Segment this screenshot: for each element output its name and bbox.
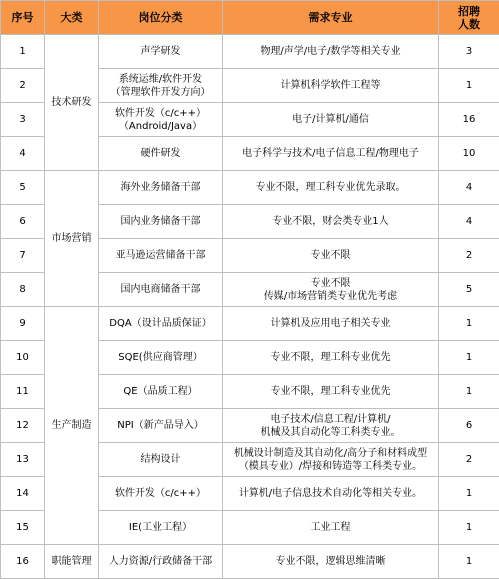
row-position [99,171,223,205]
position-line: 海外业务储备干部 [100,181,221,194]
row-seq: 1 [1,35,45,69]
row-position [99,137,223,171]
major-line: 专业不限，理工科专业优先 [224,385,437,398]
header-seq: 序号 [1,1,45,35]
row-position [99,239,223,273]
row-seq: 8 [1,273,45,307]
major-line: 电子技术/信息工程/计算机/ [224,413,437,426]
row-major [223,409,439,443]
row-seq: 9 [1,307,45,341]
position-line: 声学研发 [100,45,221,58]
row-count: 1 [439,477,499,511]
position-line: 结构设计 [100,453,221,466]
major-line: 计算机/电子信息技术自动化等相关专业。 [224,487,437,500]
category-production: 生产制造 [45,307,99,545]
table-row [1,307,499,341]
category-admin: 职能管理 [45,545,99,579]
row-major [223,375,439,409]
row-count: 10 [439,137,499,171]
table-body [1,35,499,579]
row-seq: 7 [1,239,45,273]
row-major [223,477,439,511]
row-seq: 2 [1,69,45,103]
position-line: 系统运维/软件开发 [100,73,221,86]
row-seq: 13 [1,443,45,477]
row-count: 2 [439,443,499,477]
major-line: 专业不限 [224,249,437,262]
row-position [99,273,223,307]
row-position [99,375,223,409]
row-position [99,477,223,511]
row-seq: 15 [1,511,45,545]
row-seq: 16 [1,545,45,579]
position-line: NPI（新产品导入） [100,419,221,432]
row-seq: 11 [1,375,45,409]
row-major [223,307,439,341]
major-line: 物理/声学/电子/数学等相关专业 [224,45,437,58]
category-marketing: 市场营销 [45,171,99,307]
row-major [223,137,439,171]
major-line: 机械及其自动化等工科类专业。 [224,426,437,439]
row-count: 3 [439,35,499,69]
major-line: 电子/计算机/通信 [224,113,437,126]
row-position [99,443,223,477]
position-line: 国内业务储备干部 [100,215,221,228]
row-count: 5 [439,273,499,307]
major-line: 机械设计制造及其自动化/高分子和材料成型 [224,447,437,460]
row-position [99,341,223,375]
row-seq: 10 [1,341,45,375]
row-position [99,103,223,137]
major-line: 专业不限 [224,277,437,290]
position-line: 硬件研发 [100,147,221,160]
row-count: 1 [439,375,499,409]
major-line: 工业工程 [224,521,437,534]
table-row [1,35,499,69]
row-count: 1 [439,341,499,375]
row-count: 16 [439,103,499,137]
major-line: 计算机及应用电子相关专业 [224,317,437,330]
position-line: 软件开发（c/c++） [100,107,221,120]
row-major [223,69,439,103]
row-major [223,273,439,307]
row-position [99,511,223,545]
row-seq: 5 [1,171,45,205]
category-tech: 技术研发 [45,35,99,171]
position-line: SQE(供应商管理） [100,351,221,364]
row-count: 1 [439,545,499,579]
row-major [223,103,439,137]
header-count [439,1,499,35]
major-line: 计算机科学软件工程等 [224,79,437,92]
row-count: 1 [439,307,499,341]
position-line: （管理软件开发方向） [100,86,221,99]
row-count: 1 [439,69,499,103]
position-line: 亚马逊运营储备干部 [100,249,221,262]
row-seq: 12 [1,409,45,443]
row-seq: 4 [1,137,45,171]
row-major [223,511,439,545]
major-line: 专业不限，逻辑思维清晰 [224,555,437,568]
row-major [223,341,439,375]
position-line: 软件开发（c/c++） [100,487,221,500]
row-seq: 6 [1,205,45,239]
row-major [223,239,439,273]
row-position [99,409,223,443]
major-line: 专业不限，理工科专业优先 [224,351,437,364]
header-count-line1: 招聘 [440,5,498,18]
row-count: 4 [439,171,499,205]
row-count: 6 [439,409,499,443]
major-line: 电子科学与技术/电子信息工程/物理电子 [224,147,437,160]
header-row [1,1,499,35]
major-line: 专业不限，理工科专业优先录取。 [224,181,437,194]
row-position [99,545,223,579]
position-line: DQA（设计品质保证） [100,317,221,330]
row-seq: 14 [1,477,45,511]
header-position: 岗位分类 [99,1,223,35]
row-seq: 3 [1,103,45,137]
table-row [1,171,499,205]
position-line: 人力资源/行政储备干部 [100,555,221,568]
row-major [223,545,439,579]
position-line: 国内电商储备干部 [100,283,221,296]
row-position [99,69,223,103]
row-major [223,35,439,69]
row-position [99,307,223,341]
row-position [99,205,223,239]
row-major [223,171,439,205]
row-count: 2 [439,239,499,273]
row-count: 1 [439,511,499,545]
table-row [1,545,499,579]
position-line: IE(工业工程） [100,521,221,534]
row-major [223,443,439,477]
major-line: 专业不限，财会类专业1人 [224,215,437,228]
header-count-line2: 人数 [440,18,498,31]
row-count: 4 [439,205,499,239]
position-line: （Android/Java） [100,120,221,133]
row-major [223,205,439,239]
major-line: 传媒/市场营销类专业优先考虑 [224,290,437,303]
position-line: QE（品质工程） [100,385,221,398]
header-major: 需求专业 [223,1,439,35]
row-position [99,35,223,69]
header-category: 大类 [45,1,99,35]
major-line: （模具专业）/焊接和铸造等工科类专业。 [224,460,437,473]
